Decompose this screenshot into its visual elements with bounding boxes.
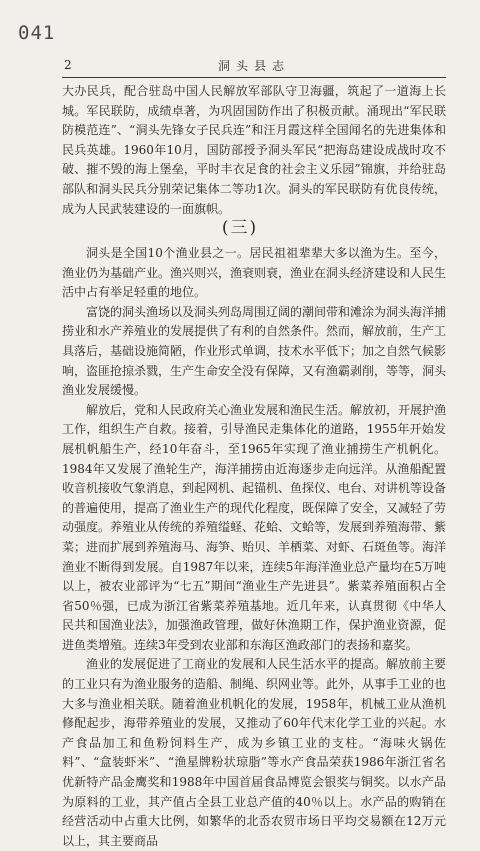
upper-text-block	[62, 82, 446, 219]
paragraph: 渔业的发展促进了工商业的发展和人民生活水平的提高。解放前主要的工业只有为渔业服务的造船、制绳、织网业等。此外，从事手工业的也大多与渔业相关联。随着渔业机帆化的发展，1958年，机械工业从渔机修配起步，海带养殖业的发展，又推动了60年代末化学工业的兴起。水产食品加工和鱼粉饲料生产，成为乡镇工业的支柱。“海味火锅佐料”、“盒装虾米”、“渔星牌粉状琼脂”等水产食品荣获1986年浙江省名优新特产品金鹰奖和1988年中国首届食品博览会银奖与铜奖。以水产品为原料的工业，其产值占全县工业总产值的40％以上。水产品的购销在经营活动中占重大比例，如繁华的北岙农贸市场日平均交易额在12万元以上，其主要商品	[62, 657, 447, 848]
paragraph: 洞头是全国10个渔业县之一。居民祖祖辈辈大多以渔为生。至今，渔业仍为基础产业。渔兴则兴，渔衰则衰，渔业在洞头经济建设和人民生活中占有举足轻重的地位。	[62, 246, 447, 300]
book-title: 洞头县志	[217, 59, 290, 73]
section-heading: (三)	[221, 218, 259, 238]
page-number: 2	[64, 58, 72, 72]
paragraph: 解放后，党和人民政府关心渔业发展和渔民生活。解放初，开展护渔工作，组织生产自救。接着，引导渔民走集体化的道路，1955年开始发展机帆船生产，经10年奋斗，至1965年实现了渔业捕捞生产机帆化。1984年又发展了渔轮生产，海洋捕捞由近海逐步走向远洋。从渔船配置收音机接收气象消息，到起网机、起锚机、鱼探仪、电台、对讲机等设备的普遍使用，提高了渔业生产的现代化程度，既保障了安全，又减轻了劳动强度。养殖业从传统的养殖缢蛏、花蛤、文蛤等，发展到养殖海带、紫菜；进而扩展到养殖海马、海笋、贻贝、羊栖菜、对虾、石斑鱼等。海洋渔业不断得到发展。自1987年以来，连续5年海洋渔业总产量均在5万吨以上，被农业部评为“七五”期间“渔业生产先进县”。紫菜养殖面积占全省50％强，已成为浙江省紫菜养殖基地。近几年来，认真贯彻《中华人民共和国渔业法》，加强渔政管理，做好休渔期工作，保护渔业资源，促进鱼类增殖。连续3年受到农业部和东海区渔政部门的表扬和嘉奖。	[62, 402, 447, 652]
paragraph: 富饶的洞头渔场以及洞头列岛周围辽阔的潮间带和滩涂为洞头海洋捕捞业和水产养殖业的发展提供了有利的自然条件。然而，解放前，生产工具落后，基础设施简陋，作业形式单调，技术水平低下；加之自然气候影响，盗匪抢掠杀戮，生产生命安全没有保障，又有渔霸剥削，等等，洞头渔业发展缓慢。	[62, 304, 447, 398]
lower-text-block	[62, 244, 446, 851]
continued-paragraph: 大办民兵，配合驻岛中国人民解放军部队守卫海疆，筑起了一道海上长城。军民联防，成绩卓著，为巩固国防作出了积极贡献。涌现出“军民联防模范连”、“洞头先锋女子民兵连”和汪月霞这样全国闻名的先进集体和民兵英雄。1960年10月，国防部授予洞头军民“把海岛建设成战时攻不破、摧不毁的海上堡垒，平时丰衣足食的社会主义乐园”锦旗，并给驻岛部队和洞头民兵分别荣记集体二等功1次。洞头的军民联防有优良传统，成为人民武装建设的一面旗帜。	[62, 84, 446, 216]
archive-stamp: 041	[18, 22, 56, 44]
running-header	[62, 55, 446, 78]
